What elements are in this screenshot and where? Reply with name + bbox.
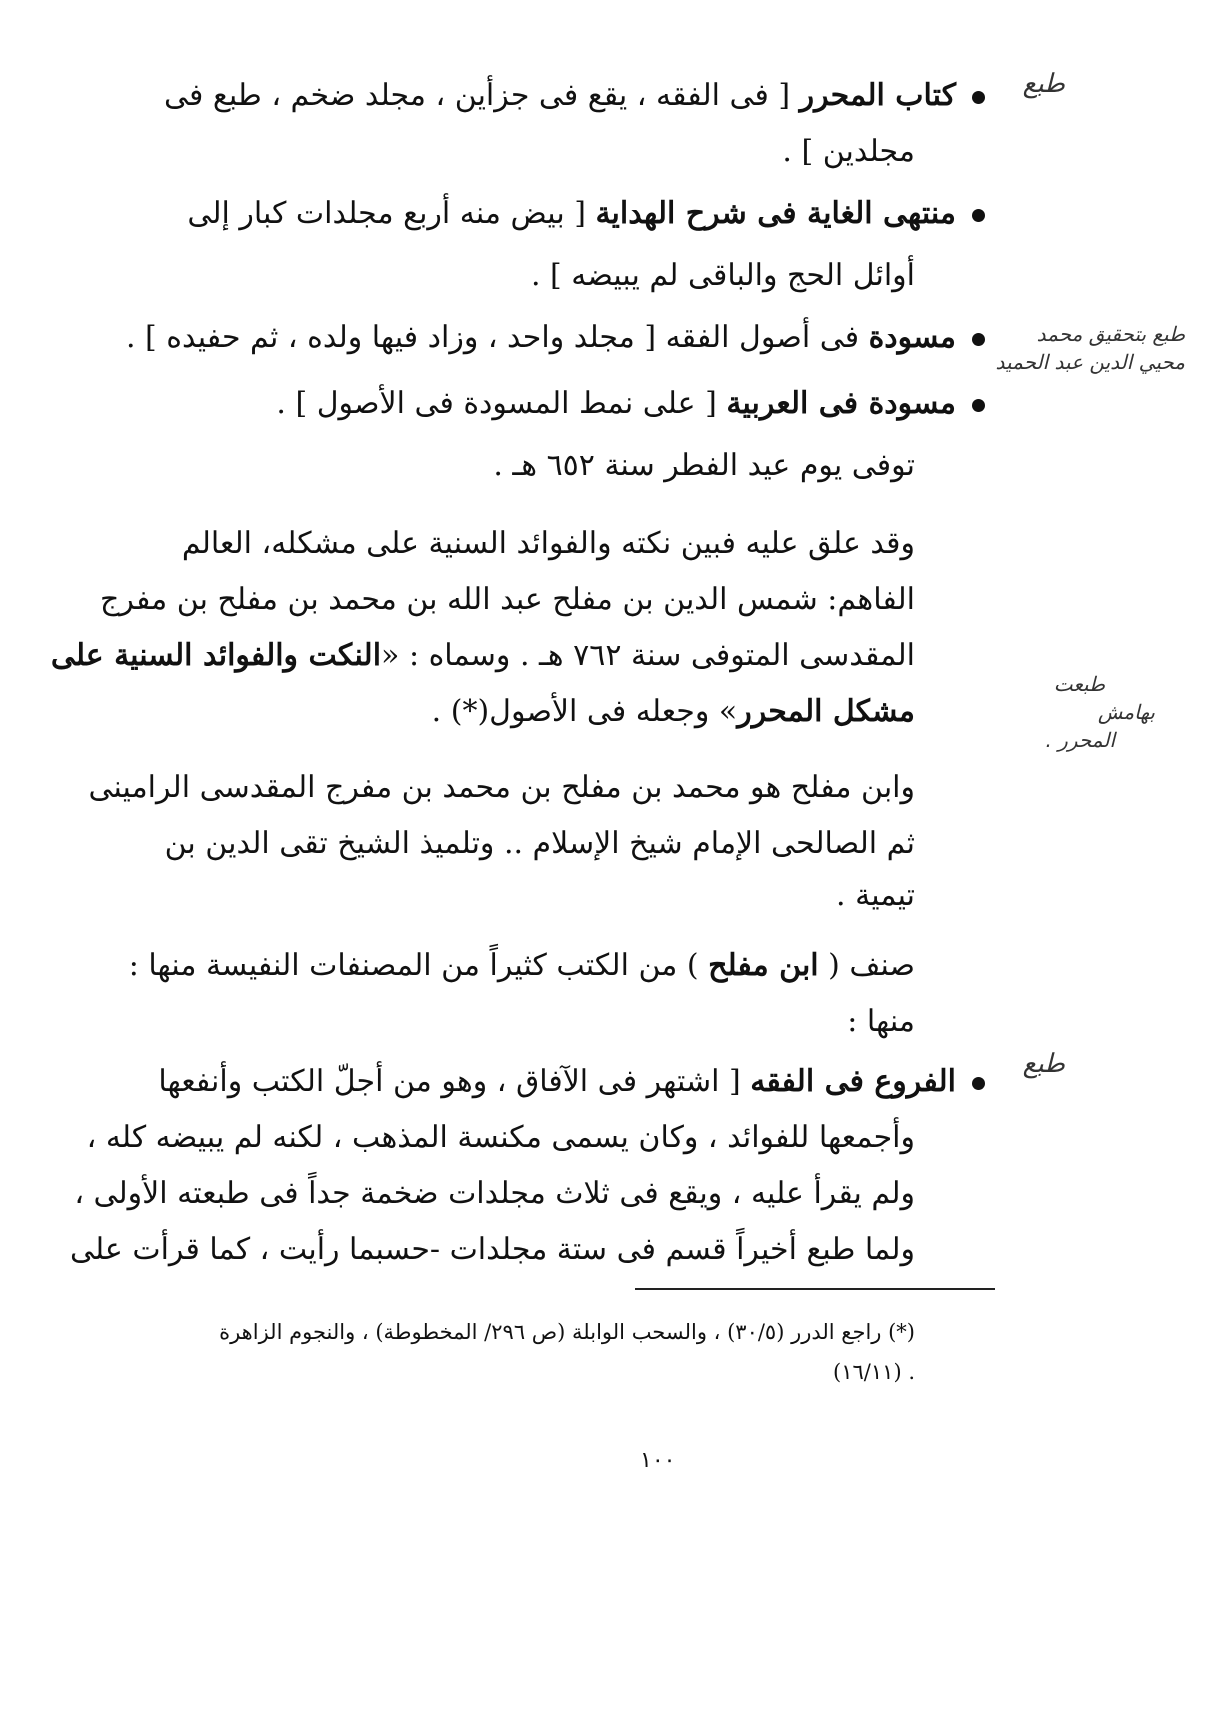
margin-note-printed-3a: طبعت <box>1053 672 1105 696</box>
text-line: منها : <box>847 1004 915 1039</box>
footnote-line: . (١٦/١١) <box>833 1360 915 1384</box>
text-line <box>51 630 915 682</box>
book-title: مسودة فى العربية <box>726 386 956 421</box>
text-line: مجلدين ] . <box>782 134 915 169</box>
margin-note-printed-2a: طبع بتحقيق محمد <box>1036 322 1185 346</box>
text-line: وقد علق عليه فبين نكته والفوائد السنية على مشكله، العالم <box>181 526 915 561</box>
text-line <box>432 686 915 738</box>
margin-note-printed-4: طبع <box>1022 1049 1065 1079</box>
margin-note-printed-1: طبع <box>1022 69 1065 99</box>
text-line: ولم يقرأ عليه ، ويقع فى ثلاث مجلدات ضخمة جداً فى طبعته الأولى ، <box>74 1176 915 1211</box>
author-name: ابن مفلح <box>708 948 819 983</box>
text-line: ثم الصالحى الإمام شيخ الإسلام .. وتلميذ الشيخ تقى الدين بن <box>164 826 915 861</box>
page-number: ١٠٠ <box>640 1448 676 1473</box>
line-text: فى أصول الفقه [ مجلد واحد ، وزاد فيها ولده ، ثم حفيده ] . <box>125 320 869 355</box>
book-title: منتهى الغاية فى شرح الهداية <box>595 196 956 231</box>
footnote-line: (*) راجع الدرر (٣٠/٥) ، والسحب الوابلة (ص ٢٩٦/ المخطوطة) ، والنجوم الزاهرة <box>219 1320 915 1344</box>
margin-note-printed-3c: المحرر . <box>1045 728 1115 752</box>
book-title: مشكل المحرر <box>737 694 915 729</box>
line-text: صنف ( <box>818 948 915 983</box>
bullet-icon <box>972 1077 985 1090</box>
text-line: الفاهم: شمس الدين بن مفلح عبد الله بن محمد بن مفلح بن مفرج <box>100 582 915 617</box>
margin-note-printed-3b: بهامش <box>1097 700 1155 724</box>
book-title: كتاب المحرر <box>799 78 956 113</box>
text-line <box>129 940 915 992</box>
footnote-rule <box>635 1288 995 1290</box>
book-title: مسودة <box>868 320 956 355</box>
text-line: وأجمعها للفوائد ، وكان يسمى مكنسة المذهب ، لكنه لم يبيضه كله ، <box>86 1120 915 1155</box>
line-text: المقدسى المتوفى سنة ٧٦٢ هـ . وسماه : « <box>381 638 915 673</box>
bullet-icon <box>972 91 985 104</box>
bullet-icon <box>972 399 985 412</box>
line-text: [ على نمط المسودة فى الأصول ] . <box>276 386 727 421</box>
text-line: ولما طبع أخيراً قسم فى ستة مجلدات -حسبما رأيت ، كما قرأت على <box>69 1232 915 1267</box>
bullet-icon <box>972 209 985 222</box>
line-text: [ اشتهر فى الآفاق ، وهو من أجلّ الكتب وأنفعها <box>158 1064 751 1099</box>
line-text: [ فى الفقه ، يقع فى جزأين ، مجلد ضخم ، طبع فى <box>164 78 800 113</box>
text-line <box>126 312 985 364</box>
line-text: » وجعله فى الأصول(*) . <box>431 694 738 729</box>
text-line: تيمية . <box>836 878 915 913</box>
margin-note-printed-2b: محيي الدين عبد الحميد <box>995 350 1185 374</box>
text-line <box>158 1056 985 1108</box>
text-line <box>164 70 985 122</box>
bullet-icon <box>972 333 985 346</box>
text-line: أوائل الحج والباقى لم يبيضه ] . <box>530 258 915 293</box>
text-line: وابن مفلح هو محمد بن مفلح بن محمد بن مفرج المقدسى الرامينى <box>88 770 915 805</box>
line-text: ) من الكتب كثيراً من المصنفات النفيسة منها : <box>128 948 709 983</box>
book-title: النكت والفوائد السنية على <box>50 638 382 673</box>
text-line <box>276 378 985 430</box>
line-text: [ بيض منه أربع مجلدات كبار إلى <box>187 196 596 231</box>
text-line <box>187 188 985 240</box>
text-line: توفى يوم عيد الفطر سنة ٦٥٢ هـ . <box>493 448 915 483</box>
book-title: الفروع فى الفقه <box>750 1064 956 1099</box>
